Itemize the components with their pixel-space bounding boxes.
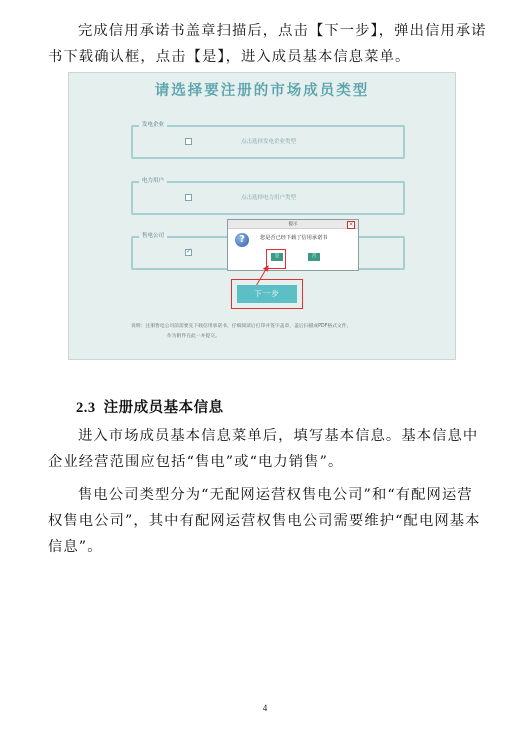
- note-line-2: 作为附件在此一并提交。: [167, 334, 220, 339]
- section-number: 2.3: [76, 400, 96, 416]
- paragraph-intro-text: 完成信用承诺书盖章扫描后，点击【下一步】，弹出信用承诺书下载确认框，点击【是】，进入成员基本信息菜单。: [48, 23, 487, 65]
- pointer-arrow: [69, 73, 457, 361]
- next-step-button[interactable]: 下一步: [237, 285, 297, 303]
- group-hint: 点击选择电力用户类型: [241, 195, 297, 201]
- embedded-screenshot: [68, 72, 456, 360]
- no-button[interactable]: 否: [308, 253, 320, 261]
- dialog-title: 提示: [288, 222, 298, 227]
- paragraph-company-type-text: 售电公司类型分为“无配网运营权售电公司”和“有配网运营权售电公司”，其中有配网运营权售电公司需要维护“配电网基本信息”。: [48, 487, 481, 555]
- registration-note: [131, 322, 431, 342]
- section-title: 注册成员基本信息: [103, 399, 224, 416]
- group-label: 电力用户: [139, 176, 167, 184]
- paragraph-company-type: [48, 482, 488, 560]
- group-hint: 点击选择发电企业类型: [241, 139, 297, 145]
- yes-button[interactable]: 是: [271, 253, 283, 261]
- group-label: 发电企业: [139, 120, 167, 128]
- group-label: 售电公司: [139, 231, 167, 239]
- paragraph-basic-info: [48, 423, 488, 475]
- paragraph-basic-info-text: 进入市场成员基本信息菜单后，填写基本信息。基本信息中企业经营范围应包括“售电”或“电力销售”。: [48, 428, 479, 470]
- question-icon: ?: [235, 233, 249, 247]
- paragraph-intro: [48, 18, 488, 70]
- page-number: 4: [262, 703, 268, 713]
- close-icon[interactable]: ×: [348, 221, 354, 228]
- member-type-title: 请选择要注册的市场成员类型: [154, 83, 370, 99]
- section-heading: [76, 396, 224, 417]
- note-line-1: 说明：注册售电公司前需要先下载信用承诺书，仔细阅读后打印并签字盖章，盖后扫描成PDF格式文件，: [131, 324, 352, 329]
- dialog-message: 您是否已经下载了信用承诺书: [260, 235, 328, 241]
